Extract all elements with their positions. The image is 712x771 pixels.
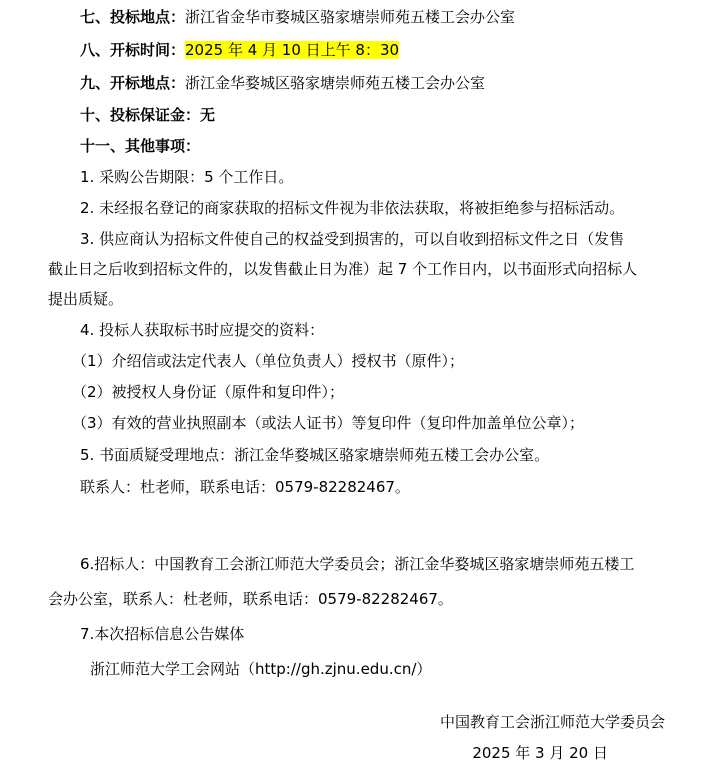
section-11-label: 十一、其他事项： — [80, 137, 201, 155]
section-7-value: 浙江省金华市婺城区骆家塘崇师苑五楼工会办公室 — [185, 8, 516, 26]
item-7-website: 浙江师范大学工会网站（http://gh.zjnu.edu.cn/） — [90, 660, 432, 678]
section-9-value: 浙江金华婺城区骆家塘崇师苑五楼工会办公室 — [185, 74, 486, 92]
contact-line: 联系人：杜老师，联系电话：0579-82282467。 — [80, 478, 410, 496]
section-11 — [80, 136, 200, 156]
signature-date: 2025 年 3 月 20 日 — [472, 744, 608, 762]
item-4: 4. 投标人获取标书时应提交的资料： — [80, 321, 325, 339]
section-10-label: 十、投标保证金： — [80, 106, 201, 124]
section-8-value: 2025 年 4 月 10 日上午 8：30 — [185, 41, 400, 59]
item-1: 1. 采购公告期限：5 个工作日。 — [80, 168, 294, 186]
section-7 — [80, 7, 515, 27]
item-4-sub-2: （2）被授权人身份证（原件和复印件）； — [72, 383, 345, 401]
item-7: 7.本次招标信息公告媒体 — [80, 625, 245, 643]
section-10 — [80, 105, 215, 125]
item-3-line-2: 截止日之后收到招标文件的，以发售截止日为准）起 7 个工作日内，以书面形式向招标人 — [48, 260, 638, 278]
section-8 — [80, 40, 399, 60]
item-3-line-3: 提出质疑。 — [48, 290, 124, 308]
item-4-sub-1: （1）介绍信或法定代表人（单位负责人）授权书（原件）； — [72, 352, 465, 370]
section-9 — [80, 73, 485, 93]
signature-org: 中国教育工会浙江师范大学委员会 — [439, 713, 665, 731]
section-9-label: 九、开标地点： — [80, 74, 186, 92]
section-8-label: 八、开标时间： — [80, 41, 186, 59]
item-2: 2. 未经报名登记的商家获取的招标文件视为非依法获取，将被拒绝参与招标活动。 — [80, 199, 625, 217]
item-5: 5. 书面质疑受理地点：浙江金华婺城区骆家塘崇师苑五楼工会办公室。 — [80, 446, 550, 464]
item-4-sub-3: （3）有效的营业执照副本（或法人证书）等复印件（复印件加盖单位公章）； — [72, 414, 585, 432]
item-3-line-1: 3. 供应商认为招标文件使自己的权益受到损害的，可以自收到招标文件之日（发售 — [80, 230, 625, 248]
section-7-label: 七、投标地点： — [80, 8, 186, 26]
item-6-line-2: 会办公室，联系人：杜老师，联系电话：0579-82282467。 — [48, 590, 453, 608]
item-6-line-1: 6.招标人：中国教育工会浙江师范大学委员会；浙江金华婺城区骆家塘崇师苑五楼工 — [80, 555, 635, 573]
section-10-value: 无 — [200, 106, 216, 124]
